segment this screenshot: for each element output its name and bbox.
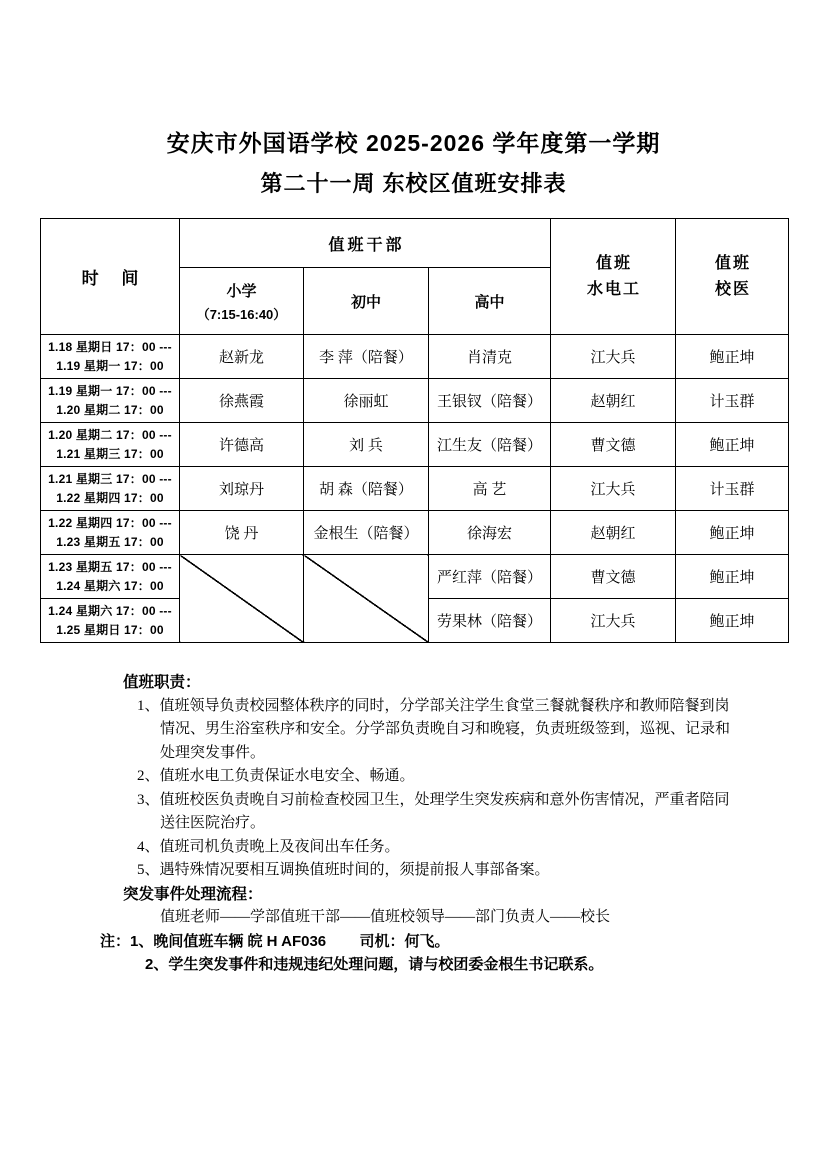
electrician-cell: 江大兵	[551, 335, 676, 379]
doctor-cell: 鲍正坤	[676, 423, 789, 467]
table-row	[41, 467, 789, 511]
diagonal-empty-cell	[180, 555, 304, 643]
duty-schedule-table	[40, 218, 789, 643]
primary-duty-cell: 饶 丹	[180, 511, 304, 555]
senior-duty-cell: 严红萍（陪餐）	[429, 555, 551, 599]
duty-item-5: 5、遇特殊情况要相互调换值班时间的，须提前报人事部备案。	[137, 862, 550, 878]
time-cell	[41, 555, 180, 599]
junior-duty-cell: 金根生（陪餐）	[304, 511, 429, 555]
header-electrician	[551, 219, 676, 335]
primary-duty-cell: 徐燕霞	[180, 379, 304, 423]
header-doctor-line1: 值班	[714, 254, 751, 272]
electrician-cell: 江大兵	[551, 599, 676, 643]
electrician-cell: 江大兵	[551, 467, 676, 511]
time-cell	[41, 467, 180, 511]
emergency-flow-line: 值班老师——学部值班干部——值班校领导——部门负责人——校长	[160, 909, 611, 925]
time-cell	[41, 599, 180, 643]
senior-duty-cell: 江生友（陪餐）	[429, 423, 551, 467]
primary-duty-cell: 许德高	[180, 423, 304, 467]
header-time: 时 间	[41, 219, 180, 335]
senior-duty-cell: 王银钗（陪餐）	[429, 379, 551, 423]
doctor-cell: 鲍正坤	[676, 555, 789, 599]
time-cell	[41, 335, 180, 379]
table-row	[41, 379, 789, 423]
electrician-cell: 赵朝红	[551, 511, 676, 555]
duties-heading: 值班职责：	[123, 674, 201, 691]
table-row	[41, 423, 789, 467]
primary-duty-cell: 赵新龙	[180, 335, 304, 379]
electrician-cell: 曹文德	[551, 423, 676, 467]
electrician-cell: 曹文德	[551, 555, 676, 599]
time-cell	[41, 511, 180, 555]
senior-duty-cell: 劳果林（陪餐）	[429, 599, 551, 643]
header-electrician-line2: 水电工	[586, 280, 641, 298]
time-line1: 1.20 星期二 17：00 ---	[48, 427, 172, 442]
table-row	[41, 555, 789, 599]
time-cell	[41, 423, 180, 467]
header-primary-label: 小学	[226, 282, 257, 300]
emergency-flow-heading: 突发事件处理流程：	[123, 885, 263, 903]
primary-duty-cell: 刘琼丹	[180, 467, 304, 511]
junior-duty-cell: 徐丽虹	[304, 379, 429, 423]
header-primary-hours: （7:15-16:40）	[196, 306, 287, 322]
senior-duty-cell: 高 艺	[429, 467, 551, 511]
table-row	[41, 511, 789, 555]
duty-item-2: 2、值班水电工负责保证水电安全、畅通。	[137, 768, 415, 784]
notes-section	[100, 671, 739, 977]
header-doctor-line2: 校医	[714, 280, 751, 298]
header-electrician-line1: 值班	[595, 254, 632, 272]
duty-item-3: 3、值班校医负责晚自习前检查校园卫生，处理学生突发疾病和意外伤害情况，严重者陪同送往医院治疗。	[137, 791, 730, 831]
time-line2: 1.24 星期六 17：00	[56, 578, 164, 593]
page-subtitle: 第二十一周 东校区值班安排表	[260, 171, 567, 196]
header-primary-school	[180, 268, 304, 335]
junior-duty-cell: 李 萍（陪餐）	[304, 335, 429, 379]
senior-duty-cell: 徐海宏	[429, 511, 551, 555]
junior-duty-cell: 刘 兵	[304, 423, 429, 467]
time-line1: 1.22 星期四 17：00 ---	[48, 515, 172, 530]
doctor-cell: 计玉群	[676, 379, 789, 423]
duty-item-4: 4、值班司机负责晚上及夜间出车任务。	[137, 838, 400, 855]
header-senior-school: 高中	[429, 268, 551, 335]
time-line2: 1.23 星期五 17：00	[56, 534, 164, 549]
duty-item-1: 1、值班领导负责校园整体秩序的同时，分学部关注学生食堂三餐就餐秩序和教师陪餐到岗情况、男生浴室秩序和安全。分学部负责晚自习和晚寝，负责班级签到，巡视、记录和处理突发事件。	[137, 697, 731, 761]
time-line1: 1.23 星期五 17：00 ---	[48, 559, 172, 574]
time-line2: 1.21 星期三 17：00	[56, 446, 164, 461]
time-line2: 1.19 星期一 17：00	[56, 358, 164, 373]
junior-duty-cell: 胡 森（陪餐）	[304, 467, 429, 511]
header-doctor	[676, 219, 789, 335]
doctor-cell: 计玉群	[676, 467, 789, 511]
time-line1: 1.21 星期三 17：00 ---	[48, 471, 172, 486]
time-line1: 1.19 星期一 17：00 ---	[48, 383, 172, 398]
diagonal-empty-cell	[304, 555, 429, 643]
time-line1: 1.24 星期六 17：00 ---	[48, 603, 172, 618]
header-duty-cadres: 值班干部	[180, 219, 551, 268]
electrician-cell: 赵朝红	[551, 379, 676, 423]
time-cell	[41, 379, 180, 423]
doctor-cell: 鲍正坤	[676, 599, 789, 643]
note-student-incidents: 2、学生突发事件和违规违纪处理问题，请与校团委金根生书记联系。	[145, 956, 604, 973]
time-line2: 1.25 星期日 17：00	[56, 622, 164, 637]
note-vehicle-driver: 注：1、晚间值班车辆 皖 H AF036 司机：何飞。	[100, 932, 450, 950]
time-line2: 1.22 星期四 17：00	[56, 490, 164, 505]
header-row-1	[41, 219, 789, 268]
header-junior-school: 初中	[304, 268, 429, 335]
time-line1: 1.18 星期日 17：00 ---	[48, 339, 172, 354]
time-line2: 1.20 星期二 17：00	[56, 402, 164, 417]
doctor-cell: 鲍正坤	[676, 511, 789, 555]
doctor-cell: 鲍正坤	[676, 335, 789, 379]
senior-duty-cell: 肖清克	[429, 335, 551, 379]
table-row	[41, 335, 789, 379]
page-title: 安庆市外国语学校 2025-2026 学年度第一学期	[166, 130, 661, 156]
